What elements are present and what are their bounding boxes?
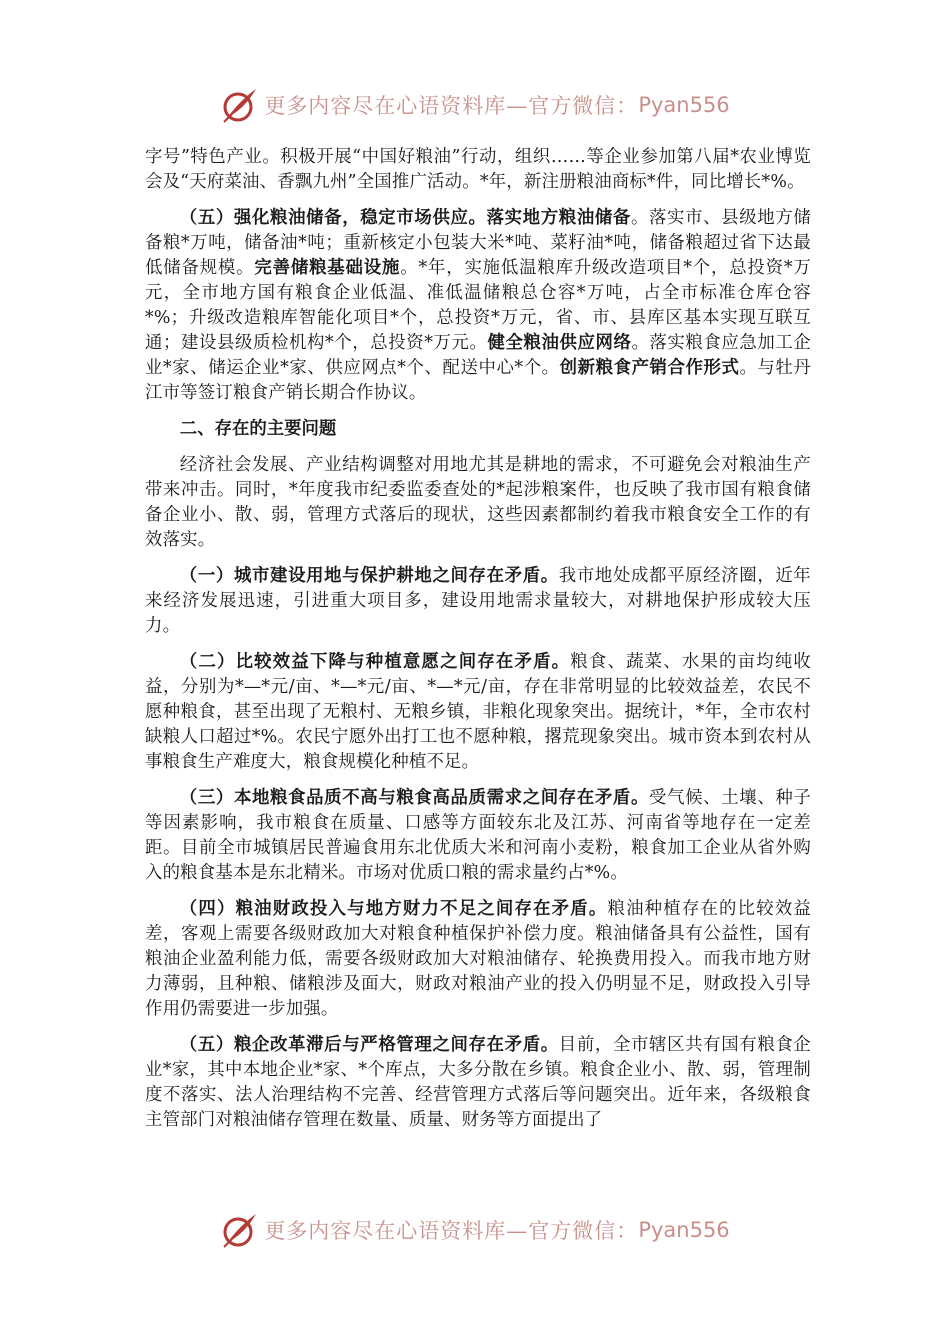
bold-phrase: 完善储粮基础设施 bbox=[254, 258, 401, 278]
footer-banner bbox=[0, 1205, 950, 1255]
footer-wechat-id: Pyan556 bbox=[638, 1218, 730, 1242]
bold-phrase: （五）粮企改革滞后与严格管理之间存在矛盾。 bbox=[179, 1035, 559, 1055]
section-heading: 二、存在的主要问题 bbox=[179, 419, 337, 439]
paragraph-problem-5 bbox=[145, 1033, 811, 1133]
paragraph-problem-4 bbox=[145, 897, 811, 1022]
paragraph-text: 受气候、土壤、种子等因素影响，我市粮食在质量、口感等方面较东北及江苏、河南省等地存在一定差距。目前全市城镇居民普遍食用东北优质大米和河南小麦粉，粮食加工企业从省外购入的粮食基本是东北精米。市场对优质口粮的需求量约占*%。 bbox=[145, 788, 811, 883]
paragraph-text: 我市地处成都平原经济圈，近年来经济发展迅速，引进重大项目多，建设用地需求量较大，对耕地保护形成较大压力。 bbox=[145, 566, 811, 636]
paragraph-text: 目前，全市辖区共有国有粮食企业*家，其中本地企业*家、*个库点，大多分散在乡镇。粮食企业小、散、弱，管理制度不落实、法人治理结构不完善、经营管理方式落后等问题突出。近年来，各级粮食主管部门对粮油储存管理在数量、质量、财务等方面提出了 bbox=[145, 1035, 811, 1130]
quill-logo-icon bbox=[220, 85, 260, 125]
bold-phrase: 创新粮食产销合作形式 bbox=[559, 358, 740, 378]
paragraph-intro-problems: 经济社会发展、产业结构调整对用地尤其是耕地的需求，不可避免会对粮油生产带来冲击。同时，*年度我市纪委监委查处的*起涉粮案件，也反映了我市国有粮食储备企业小、散、弱，管理方式落后的现状，这些因素都制约着我市粮食安全工作的有效落实。 bbox=[145, 455, 811, 550]
paragraph-grain-reserve bbox=[145, 206, 811, 406]
paragraph-problem-3 bbox=[145, 786, 811, 886]
paragraph-text: 。*年，实施低温粮库升级改造项目*个，总投资*万元，全市地方国有粮食企业低温、准低温储粮总仓容*万吨，占全市标准仓库仓容*%；升级改造粮库智能化项目*个，总投资*万元，省、市、县库区基本实现互联互通；建设县级质检机构*个，总投资*万元。 bbox=[145, 258, 812, 353]
bold-phrase: 健全粮油供应网络 bbox=[487, 333, 632, 353]
paragraph-continuation: 字号”特色产业。积极开展“中国好粮油”行动，组织……等企业参加第八届*农业博览会及“天府菜油、香飘九州”全国推广活动。*年，新注册粮油商标*件，同比增长*%。 bbox=[145, 147, 811, 192]
paragraph-problem-2 bbox=[145, 650, 811, 775]
paragraph-problem-1 bbox=[145, 564, 811, 639]
footer-banner-text: 更多内容尽在心语资料库—官方微信： bbox=[264, 1219, 639, 1243]
paragraph-text: 粮油种植存在的比较效益差，客观上需要各级财政加大对粮食种植保护补偿力度。粮油储备具有公益性，国有粮油企业盈利能力低，需要各级财政加大对粮油储存、轮换费用投入。而我市地方财力薄弱，且种粮、储粮涉及面大，财政对粮油产业的投入仍明显不足，财政投入引导作用仍需要进一步加强。 bbox=[145, 899, 811, 1019]
document-body bbox=[145, 145, 811, 1144]
bold-phrase: （四）粮油财政投入与地方财力不足之间存在矛盾。 bbox=[179, 899, 608, 919]
bold-phrase: （三）本地粮食品质不高与粮食高品质需求之间存在矛盾。 bbox=[179, 788, 650, 808]
quill-logo-icon bbox=[220, 1210, 260, 1250]
header-banner bbox=[0, 80, 950, 130]
bold-phrase: （二）比较效益下降与种植意愿之间存在矛盾。 bbox=[179, 652, 571, 672]
paragraph-text: 粮食、蔬菜、水果的亩均纯收益，分别为*—*元/亩、*—*元/亩、*—*元/亩，存在非常明显的比较效益差，农民不愿种粮食，甚至出现了无粮村、无粮乡镇，非粮化现象突出。据统计，*年，全市农村缺粮人口超过*%。农民宁愿外出打工也不愿种粮，撂荒现象突出。城市资本到农村从事粮食生产难度大，粮食规模化种植不足。 bbox=[145, 652, 812, 772]
paragraph-text: 。落实市、县级地方储备粮*万吨，储备油*吨；重新核定小包装大米*吨、菜籽油*吨，储备粮超过省下达最低储备规模。 bbox=[145, 208, 811, 278]
header-banner-text: 更多内容尽在心语资料库—官方微信： bbox=[264, 94, 639, 118]
bold-phrase: （一）城市建设用地与保护耕地之间存在矛盾。 bbox=[179, 566, 559, 586]
paragraph-text: 。与牡丹江市等签订粮食产销长期合作协议。 bbox=[145, 358, 811, 403]
paragraph-text: 。落实粮食应急加工企业*家、储运企业*家、供应网点*个、配送中心*个。 bbox=[145, 333, 811, 378]
header-wechat-id: Pyan556 bbox=[638, 93, 730, 117]
bold-phrase: （五）强化粮油储备，稳定市场供应。落实地方粮油储备 bbox=[179, 208, 631, 228]
